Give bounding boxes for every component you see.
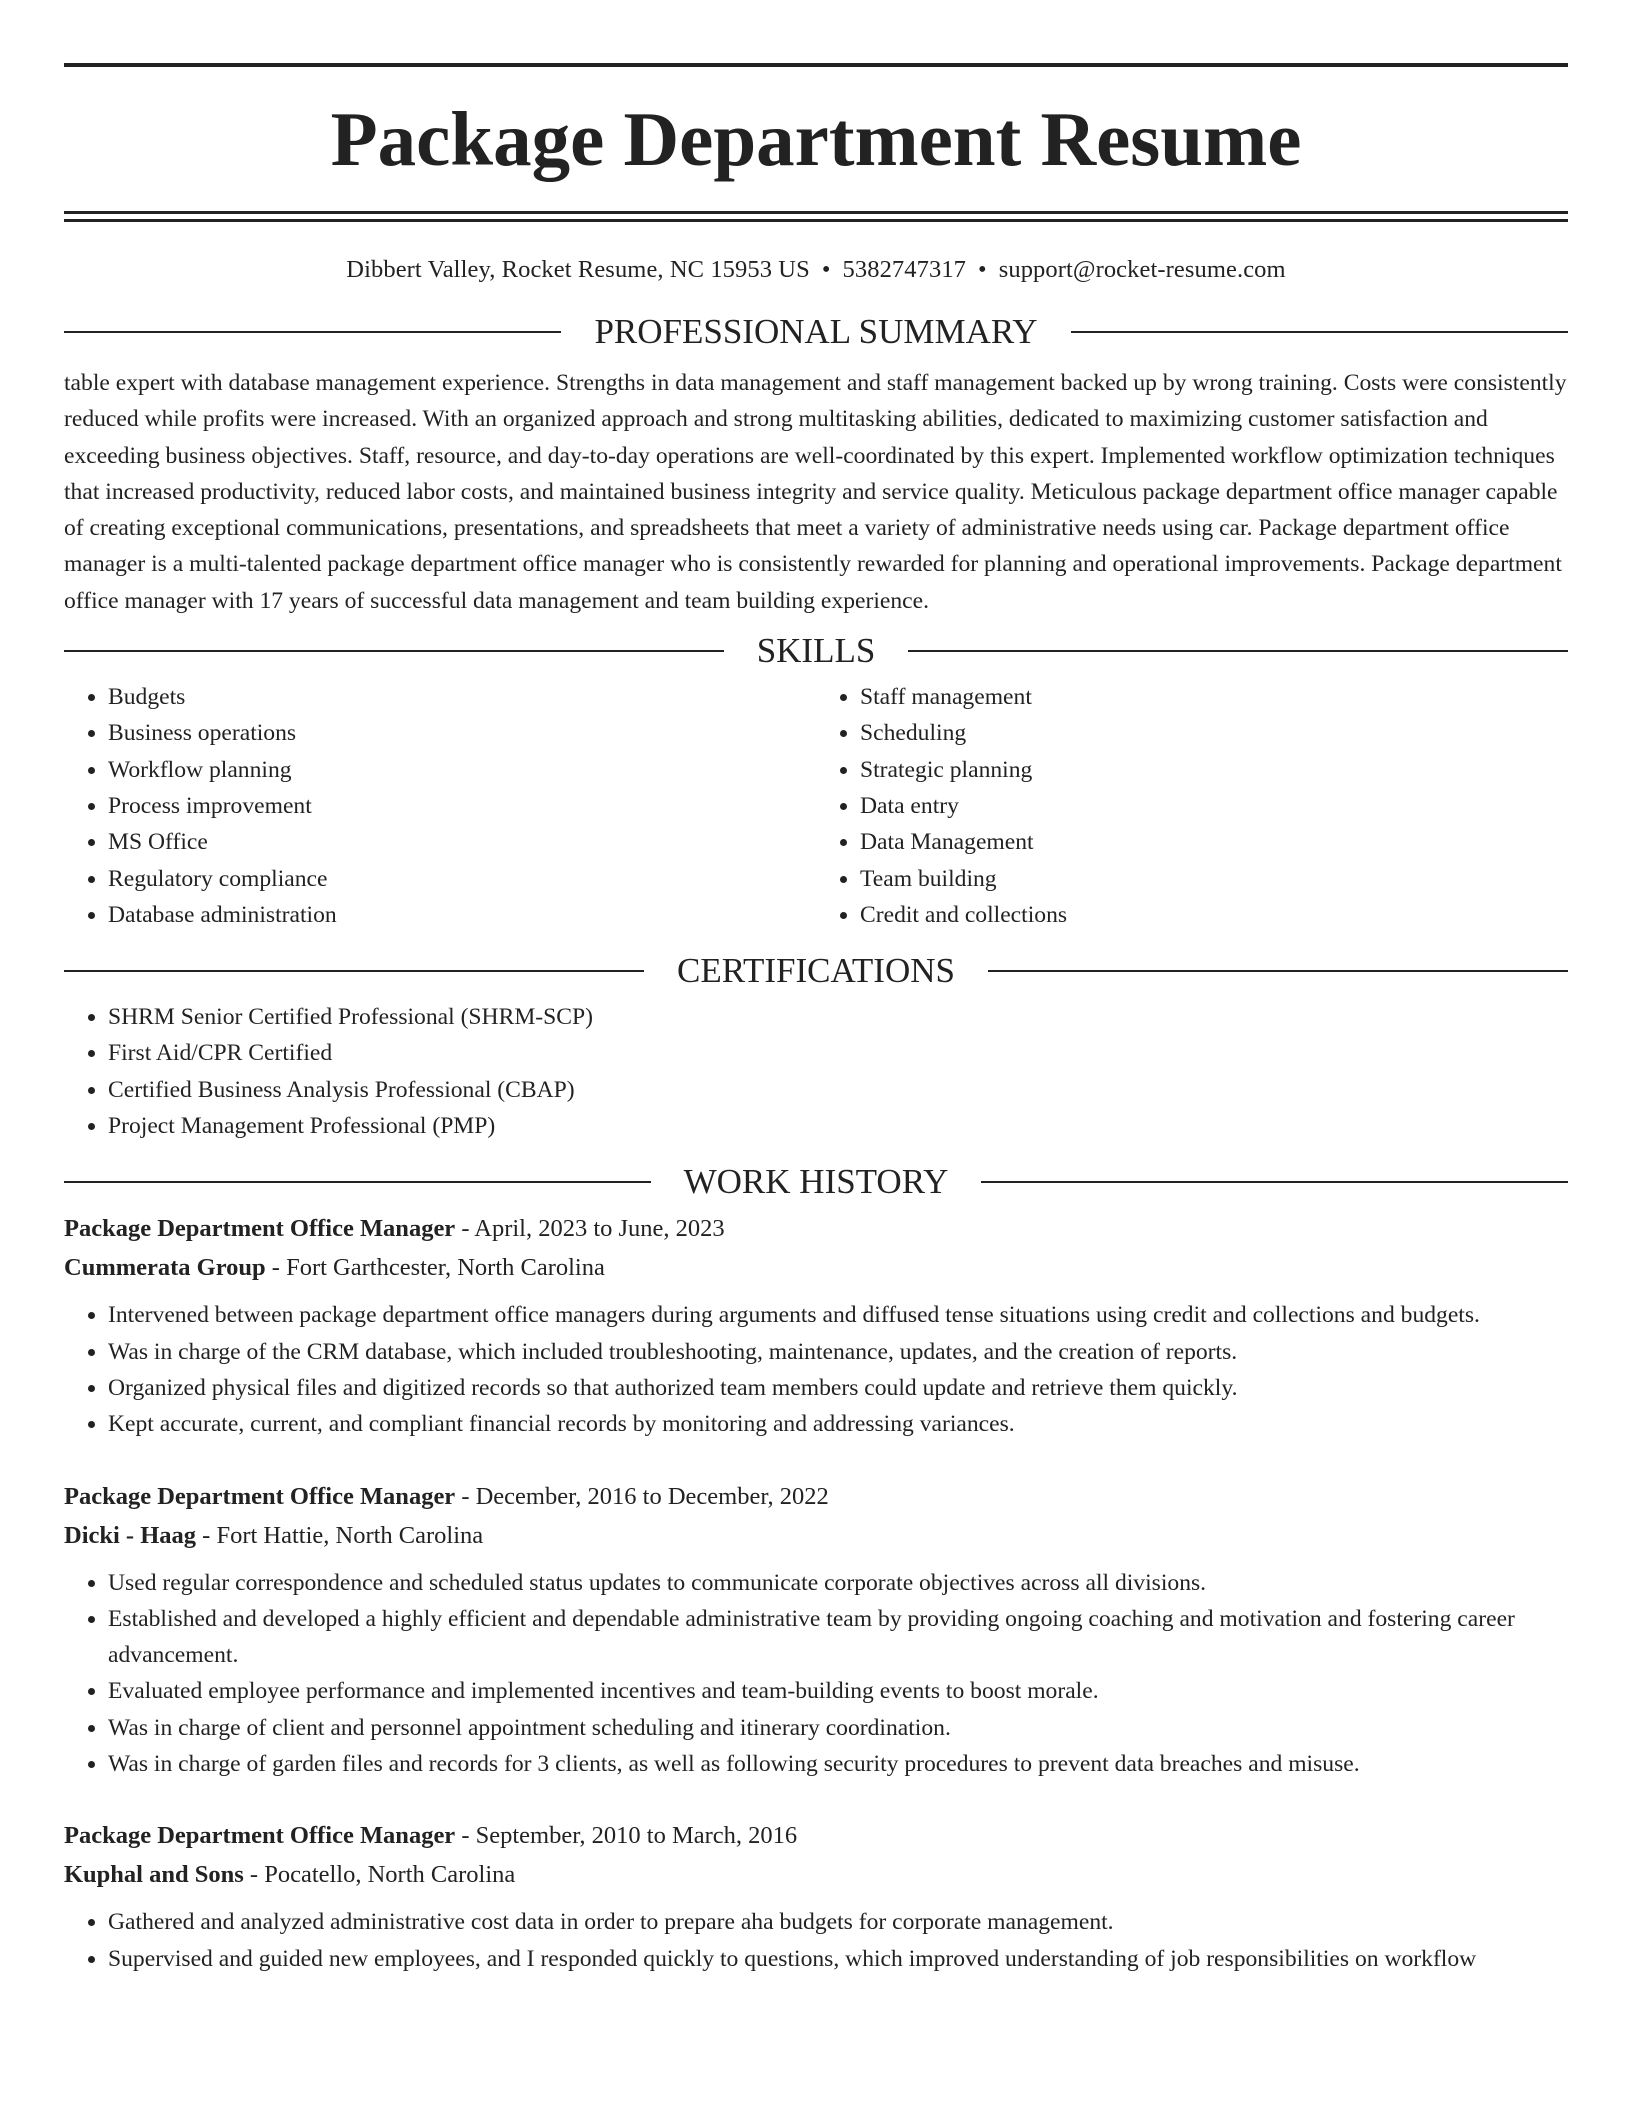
skill-item: • Team building — [860, 861, 1568, 897]
section-title: CERTIFICATIONS — [677, 951, 955, 991]
job-entry — [64, 1816, 1568, 1977]
heading-rule — [64, 1181, 651, 1183]
job-company: Cummerata Group — [64, 1254, 266, 1282]
contact-separator: • — [978, 256, 987, 283]
summary-text: table expert with database management experience. Strengths in data management and staff management backed up by wrong training. Costs were consistently reduced while profits were increased. With an organized approach and strong multitasking abilities, dedicated to maximizing customer satisfaction and exceeding business objectives. Staff, resource, and day-to-day operations are well-coordinated by this expert. Implemented workflow optimization techniques that increased productivity, reduced labor costs, and maintained business integrity and service quality. Meticulous package department office manager capable of creating exceptional communications, presentations, and spreadsheets that meet a variety of administrative needs using car. Package department office manager is a multi-talented package department office manager who is consistently rewarded for planning and operational improvements. Package department office manager with 17 years of successful data management and team building experience. — [64, 370, 1567, 614]
certifications-list — [64, 999, 1568, 1144]
section-heading-certifications — [64, 951, 1568, 991]
section-title: WORK HISTORY — [683, 1162, 949, 1202]
skill-item: • Data entry — [860, 788, 1568, 824]
job-entry — [64, 1477, 1568, 1783]
skill-item: • Workflow planning — [108, 752, 816, 788]
job-company: Kuphal and Sons — [64, 1861, 244, 1889]
section-heading-work-history — [64, 1162, 1568, 1202]
job-title-line — [64, 1477, 1568, 1516]
heading-rule — [64, 970, 644, 972]
certification-item: • SHRM Senior Certified Professional (SHRM-SCP) — [108, 999, 1568, 1035]
job-dates: - December, 2016 to December, 2022 — [455, 1482, 829, 1510]
job-bullets — [64, 1297, 1568, 1442]
job-dates: - September, 2010 to March, 2016 — [455, 1822, 798, 1850]
skill-item: • Data Management — [860, 824, 1568, 860]
heading-rule — [908, 650, 1568, 652]
skill-item: • Scheduling — [860, 715, 1568, 751]
job-bullet: • Was in charge of garden files and records for 3 clients, as well as following security procedures to prevent data breaches and misuse. — [108, 1746, 1568, 1782]
skills-column-right — [816, 679, 1568, 933]
job-bullet: • Evaluated employee performance and implemented incentives and team-building events to boost morale. — [108, 1673, 1568, 1709]
job-title: Package Department Office Manager — [64, 1822, 456, 1850]
heading-rule — [1071, 331, 1568, 333]
certification-item: • Project Management Professional (PMP) — [108, 1108, 1568, 1144]
job-title: Package Department Office Manager — [64, 1215, 456, 1243]
section-title: SKILLS — [756, 631, 876, 671]
heading-rule — [981, 1181, 1568, 1183]
skill-item: • Regulatory compliance — [108, 861, 816, 897]
job-entry — [64, 1209, 1568, 1442]
resume-page — [64, 0, 1568, 1977]
contact-email: support@rocket-resume.com — [998, 256, 1286, 283]
skills-list — [64, 679, 1568, 933]
job-bullets — [64, 1904, 1568, 1977]
top-rule — [64, 63, 1568, 67]
work-history-list — [64, 1209, 1568, 1977]
job-title-line — [64, 1209, 1568, 1248]
certification-item: • Certified Business Analysis Professional (CBAP) — [108, 1072, 1568, 1108]
job-bullet: • Established and developed a highly efficient and dependable administrative team by providing ongoing coaching and motivation and fostering career advancement. — [108, 1601, 1568, 1674]
heading-rule — [64, 331, 561, 333]
job-dates: - April, 2023 to June, 2023 — [455, 1215, 725, 1243]
skill-item: • Business operations — [108, 715, 816, 751]
contact-line — [64, 256, 1568, 284]
job-bullet: • Gathered and analyzed administrative cost data in order to prepare aha budgets for corporate management. — [108, 1904, 1568, 1940]
title-double-rule — [64, 211, 1568, 222]
certification-item: • First Aid/CPR Certified — [108, 1035, 1568, 1071]
heading-rule — [988, 970, 1568, 972]
job-location: - Fort Hattie, North Carolina — [196, 1521, 484, 1549]
skills-column-left — [64, 679, 816, 933]
job-company-line — [64, 1516, 1568, 1555]
job-title: Package Department Office Manager — [64, 1482, 456, 1510]
job-bullets — [64, 1565, 1568, 1783]
job-bullet: • Supervised and guided new employees, and I responded quickly to questions, which improved understanding of job responsibilities on workflow — [108, 1941, 1568, 1977]
contact-separator: • — [821, 256, 831, 283]
job-bullet: • Used regular correspondence and scheduled status updates to communicate corporate objectives across all divisions. — [108, 1565, 1568, 1601]
contact-address: Dibbert Valley, Rocket Resume, NC 15953 US — [346, 256, 810, 283]
job-bullet: • Was in charge of client and personnel appointment scheduling and itinerary coordination. — [108, 1710, 1568, 1746]
job-company: Dicki - Haag — [64, 1521, 197, 1549]
skill-item: • Budgets — [108, 679, 816, 715]
job-bullet: • Kept accurate, current, and compliant financial records by monitoring and addressing variances. — [108, 1406, 1568, 1442]
section-title: PROFESSIONAL SUMMARY — [594, 312, 1038, 351]
job-bullet: • Organized physical files and digitized records so that authorized team members could update and retrieve them quickly. — [108, 1370, 1568, 1406]
page-title: Package Department Resume — [330, 96, 1302, 182]
heading-rule — [64, 650, 724, 652]
job-title-line — [64, 1816, 1568, 1855]
job-bullet: • Was in charge of the CRM database, which included troubleshooting, maintenance, updates, and the creation of reports. — [108, 1334, 1568, 1370]
job-company-line — [64, 1855, 1568, 1894]
skill-item: • Credit and collections — [860, 897, 1568, 933]
skill-item: • Database administration — [108, 897, 816, 933]
job-bullet: • Intervened between package department office managers during arguments and diffused tense situations using credit and collections and budgets. — [108, 1297, 1568, 1333]
contact-phone: 5382747317 — [842, 256, 967, 283]
section-heading-summary — [64, 314, 1568, 349]
section-heading-skills — [64, 631, 1568, 671]
job-company-line — [64, 1248, 1568, 1287]
skill-item: • Staff management — [860, 679, 1568, 715]
job-location: - Fort Garthcester, North Carolina — [265, 1254, 605, 1282]
job-location: - Pocatello, North Carolina — [243, 1861, 516, 1889]
skill-item: • MS Office — [108, 824, 816, 860]
skill-item: • Process improvement — [108, 788, 816, 824]
skill-item: • Strategic planning — [860, 752, 1568, 788]
